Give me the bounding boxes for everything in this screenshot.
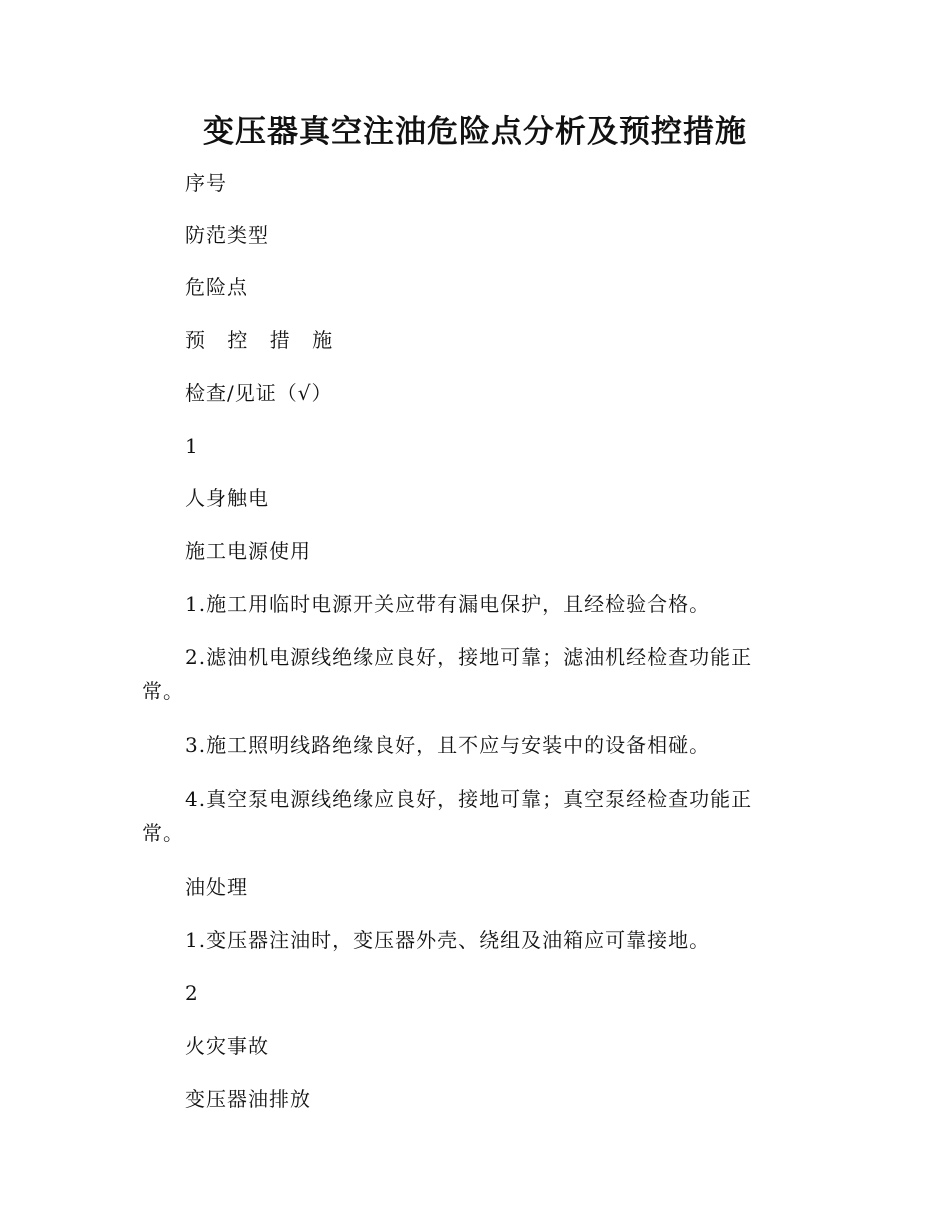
- paragraph-measure-1: 1.施工用临时电源开关应带有漏电保护，且经检验合格。: [185, 592, 711, 616]
- paragraph-prevention-type-header: 防范类型: [185, 223, 269, 247]
- paragraph-item-2-number: 2: [185, 981, 199, 1005]
- paragraph-item-1-type: 人身触电: [185, 486, 269, 510]
- paragraph-serial-number-header: 序号: [185, 171, 227, 195]
- paragraph-oil-treatment: 油处理: [185, 875, 248, 899]
- paragraph-item-2-type: 火灾事故: [185, 1034, 269, 1058]
- paragraph-item-1-hazard: 施工电源使用: [185, 539, 311, 563]
- paragraph-measure-2: 2.滤油机电源线绝缘应良好，接地可靠；滤油机经检查功能正常。: [142, 645, 753, 703]
- paragraph-oil-measure-1: 1.变压器注油时，变压器外壳、绕组及油箱应可靠接地。: [185, 928, 711, 952]
- paragraph-item-2-hazard: 变压器油排放: [185, 1087, 311, 1111]
- paragraph-hazard-header: 危险点: [185, 275, 248, 299]
- paragraph-check-header: 检查/见证（√）: [185, 381, 333, 405]
- paragraph-item-1-number: 1: [185, 434, 199, 458]
- paragraph-measure-3: 3.施工照明线路绝缘良好，且不应与安装中的设备相碰。: [185, 733, 711, 757]
- paragraph-measure-4: 4.真空泵电源线绝缘应良好，接地可靠；真空泵经检查功能正常。: [142, 787, 753, 845]
- document-title: 变压器真空注油危险点分析及预控措施: [203, 114, 747, 150]
- paragraph-measures-header: 预 控 措 施: [185, 328, 341, 352]
